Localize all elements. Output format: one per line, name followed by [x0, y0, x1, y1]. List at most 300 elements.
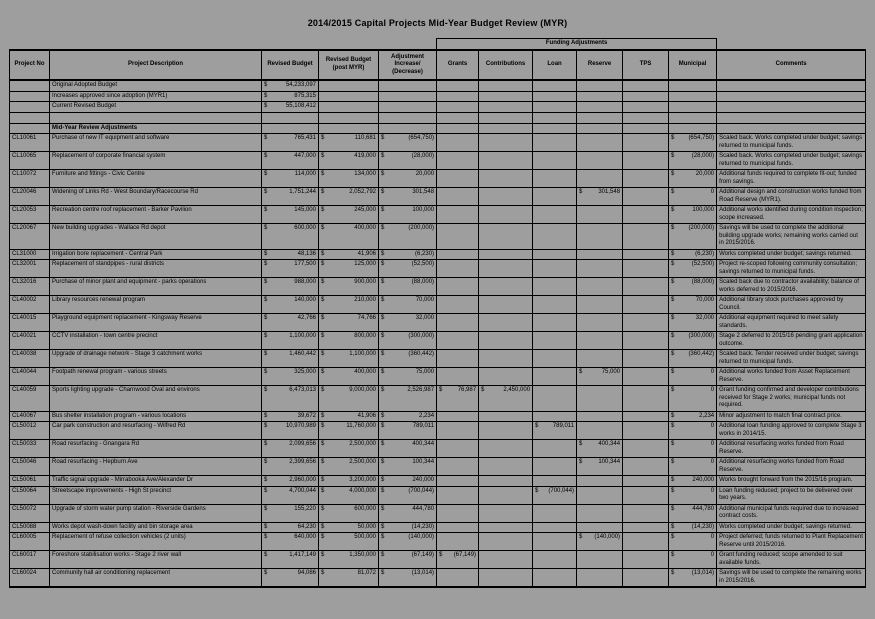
- project-description-cell: Purchase of new IT equipment and software: [50, 134, 262, 152]
- summary-label-cell: Increases approved since adoption (MYR1): [50, 91, 262, 102]
- project-no-cell: CL50012: [10, 422, 50, 440]
- project-row: [10, 152, 866, 170]
- project-no-cell: CL40002: [10, 296, 50, 314]
- revised-budget-cell: $ 1,417,149: [262, 551, 319, 569]
- page-title: 2014/2015 Capital Projects Mid-Year Budget Review (MYR): [307, 18, 568, 28]
- revised-post-myr-cell: $ 110,681: [319, 134, 379, 152]
- contributions-cell: [479, 350, 533, 368]
- project-no-cell: CL10061: [10, 134, 50, 152]
- grants-cell: [437, 296, 479, 314]
- comment-cell: Additional design and construction works funded from Road Reserve (MYR1).: [717, 188, 866, 206]
- reserve-cell: $ 100,344: [577, 458, 623, 476]
- col-header-reserve: Reserve: [577, 50, 623, 81]
- contributions-cell: [479, 170, 533, 188]
- revised-post-myr-cell: $ 1,350,000: [319, 551, 379, 569]
- summary-project-no-cell: [10, 123, 50, 134]
- tps-cell: [623, 504, 669, 522]
- comment-cell: Additional library stock purchases approved by Council.: [717, 296, 866, 314]
- adjustment-cell: $ 75,000: [379, 368, 437, 386]
- comment-cell: Savings will be used to complete the remaining works in 2015/2016.: [717, 569, 866, 588]
- revised-budget-cell: $ 145,000: [262, 206, 319, 224]
- comment-cell: Additional municipal funds required due to increased contract costs.: [717, 504, 866, 522]
- project-row: [10, 224, 866, 250]
- adjustment-cell: $ 789,011: [379, 422, 437, 440]
- header-spacer-left: [10, 39, 437, 50]
- budget-table: [9, 38, 866, 588]
- project-description-cell: Traffic signal upgrade - Mirrabooka Ave/Alexander Dr: [50, 476, 262, 487]
- adjustment-cell: $ 444,780: [379, 504, 437, 522]
- col-header-revised-budget: Revised Budget: [262, 50, 319, 81]
- project-no-cell: CL31000: [10, 249, 50, 260]
- project-description-cell: Furniture and fittings - Civic Centre: [50, 170, 262, 188]
- municipal-cell: $ 0: [669, 440, 717, 458]
- project-description-cell: Widening of Links Rd - West Boundary/Racecourse Rd: [50, 188, 262, 206]
- reserve-cell: [577, 170, 623, 188]
- reserve-cell: [577, 332, 623, 350]
- tps-cell: [623, 551, 669, 569]
- adjustment-cell: $ (14,230): [379, 522, 437, 533]
- revised-budget-cell: $ 2,399,656: [262, 458, 319, 476]
- grants-cell: [437, 249, 479, 260]
- project-row: [10, 350, 866, 368]
- revised-post-myr-cell: $ 41,906: [319, 249, 379, 260]
- contributions-cell: [479, 188, 533, 206]
- tps-cell: [623, 411, 669, 422]
- loan-cell: [533, 368, 577, 386]
- project-description-cell: Foreshore stabilisation works - Stage 2 river wall: [50, 551, 262, 569]
- loan-cell: [533, 170, 577, 188]
- project-description-cell: CCTV installation - town centre precinct: [50, 332, 262, 350]
- reserve-cell: [577, 249, 623, 260]
- tps-cell: [623, 260, 669, 278]
- project-description-cell: Streetscape improvements - High St precinct: [50, 486, 262, 504]
- reserve-cell: [577, 504, 623, 522]
- comment-cell: Project deferred; funds returned to Plant Replacement Reserve until 2015/2016.: [717, 533, 866, 551]
- comment-cell: Works completed under budget; savings returned.: [717, 249, 866, 260]
- project-description-cell: New building upgrades - Wallace Rd depot: [50, 224, 262, 250]
- adjustment-cell: $ (52,500): [379, 260, 437, 278]
- revised-post-myr-cell: $ 2,500,000: [319, 440, 379, 458]
- loan-cell: [533, 249, 577, 260]
- revised-post-myr-cell: $ 1,100,000: [319, 350, 379, 368]
- revised-post-myr-cell: $ 9,000,000: [319, 386, 379, 412]
- revised-post-myr-cell: $ 400,000: [319, 224, 379, 250]
- project-row: [10, 569, 866, 588]
- project-description-cell: Replacement of corporate financial system: [50, 152, 262, 170]
- project-row: [10, 551, 866, 569]
- spacer-row: [10, 112, 866, 123]
- contributions-cell: [479, 486, 533, 504]
- project-row: [10, 278, 866, 296]
- tps-cell: [623, 476, 669, 487]
- grants-cell: [437, 368, 479, 386]
- adjustment-cell: $ (13,014): [379, 569, 437, 588]
- revised-budget-cell: $ 48,136: [262, 249, 319, 260]
- contributions-cell: [479, 533, 533, 551]
- municipal-cell: $ 0: [669, 368, 717, 386]
- reserve-cell: $ (140,000): [577, 533, 623, 551]
- summary-row: [10, 80, 866, 91]
- revised-post-myr-cell: $ 400,000: [319, 368, 379, 386]
- project-row: [10, 522, 866, 533]
- loan-cell: [533, 224, 577, 250]
- municipal-cell: $ (654,750): [669, 134, 717, 152]
- contributions-cell: [479, 260, 533, 278]
- summary-row: [10, 102, 866, 113]
- reserve-cell: [577, 224, 623, 250]
- contributions-cell: [479, 458, 533, 476]
- tps-cell: [623, 314, 669, 332]
- tps-cell: [623, 486, 669, 504]
- reserve-cell: [577, 551, 623, 569]
- loan-cell: [533, 569, 577, 588]
- summary-revised-budget-cell: $ 55,108,412: [262, 102, 319, 113]
- tps-cell: [623, 458, 669, 476]
- tps-cell: [623, 386, 669, 412]
- project-no-cell: CL32001: [10, 260, 50, 278]
- project-no-cell: CL60024: [10, 569, 50, 588]
- contributions-cell: [479, 206, 533, 224]
- comment-cell: Stage 2 deferred to 2015/16 pending grant application outcome.: [717, 332, 866, 350]
- loan-cell: [533, 551, 577, 569]
- reserve-cell: [577, 278, 623, 296]
- revised-post-myr-cell: $ 41,906: [319, 411, 379, 422]
- revised-post-myr-cell: $ 2,052,792: [319, 188, 379, 206]
- adjustment-cell: $ 100,344: [379, 458, 437, 476]
- revised-budget-cell: $ 1,751,244: [262, 188, 319, 206]
- reserve-cell: [577, 296, 623, 314]
- funding-adjustments-group-header: Funding Adjustments: [437, 39, 717, 50]
- adjustment-cell: $ 301,548: [379, 188, 437, 206]
- comment-cell: Grant funding confirmed and developer contributions received for Stage 2 works; municipal funds not required.: [717, 386, 866, 412]
- project-description-cell: Community hall air conditioning replacement: [50, 569, 262, 588]
- adjustment-cell: $ (200,000): [379, 224, 437, 250]
- revised-budget-cell: $ 6,473,013: [262, 386, 319, 412]
- tps-cell: [623, 422, 669, 440]
- adjustment-cell: $ (654,750): [379, 134, 437, 152]
- summary-project-no-cell: [10, 112, 50, 123]
- summary-label-cell: [50, 112, 262, 123]
- municipal-cell: $ (6,230): [669, 249, 717, 260]
- revised-budget-cell: $ 2,960,000: [262, 476, 319, 487]
- revised-post-myr-cell: $ 134,000: [319, 170, 379, 188]
- municipal-cell: $ 0: [669, 386, 717, 412]
- grants-cell: [437, 458, 479, 476]
- tps-cell: [623, 152, 669, 170]
- municipal-cell: $ (300,000): [669, 332, 717, 350]
- revised-post-myr-cell: $ 245,000: [319, 206, 379, 224]
- adjustment-cell: $ 2,234: [379, 411, 437, 422]
- grants-cell: [437, 569, 479, 588]
- revised-budget-cell: $ 10,970,989: [262, 422, 319, 440]
- section-header-row: [10, 123, 866, 134]
- loan-cell: [533, 504, 577, 522]
- tps-cell: [623, 170, 669, 188]
- project-no-cell: CL50072: [10, 504, 50, 522]
- col-header-loan: Loan: [533, 50, 577, 81]
- table-body: [10, 80, 866, 587]
- adjustment-cell: $ 32,000: [379, 314, 437, 332]
- reserve-cell: [577, 152, 623, 170]
- municipal-cell: $ 444,780: [669, 504, 717, 522]
- project-row: [10, 533, 866, 551]
- tps-cell: [623, 188, 669, 206]
- contributions-cell: [479, 368, 533, 386]
- contributions-cell: [479, 249, 533, 260]
- contributions-cell: [479, 152, 533, 170]
- revised-post-myr-cell: $ 900,000: [319, 278, 379, 296]
- tps-cell: [623, 440, 669, 458]
- municipal-cell: $ (200,000): [669, 224, 717, 250]
- revised-post-myr-cell: $ 81,072: [319, 569, 379, 588]
- revised-post-myr-cell: $ 4,000,000: [319, 486, 379, 504]
- reserve-cell: [577, 411, 623, 422]
- revised-post-myr-cell: $ 11,760,000: [319, 422, 379, 440]
- project-description-cell: Replacement of standpipes - rural districts: [50, 260, 262, 278]
- comment-cell: Scaled back. Works completed under budget; savings returned to municipal funds.: [717, 152, 866, 170]
- col-header-description: Project Description: [50, 50, 262, 81]
- revised-budget-cell: $ 155,220: [262, 504, 319, 522]
- project-row: [10, 486, 866, 504]
- loan-cell: [533, 134, 577, 152]
- grants-cell: [437, 260, 479, 278]
- adjustment-cell: $ 240,000: [379, 476, 437, 487]
- revised-post-myr-cell: $ 500,000: [319, 533, 379, 551]
- project-no-cell: CL40044: [10, 368, 50, 386]
- summary-revised-budget-cell: [262, 112, 319, 123]
- project-description-cell: Replacement of refuse collection vehicles (2 units): [50, 533, 262, 551]
- project-no-cell: CL50088: [10, 522, 50, 533]
- revised-budget-cell: $ 765,431: [262, 134, 319, 152]
- revised-budget-cell: $ 2,099,656: [262, 440, 319, 458]
- contributions-cell: [479, 440, 533, 458]
- tps-cell: [623, 533, 669, 551]
- contributions-cell: $ 2,450,000: [479, 386, 533, 412]
- comment-cell: Works brought forward from the 2015/16 program.: [717, 476, 866, 487]
- revised-post-myr-cell: $ 419,000: [319, 152, 379, 170]
- project-row: [10, 332, 866, 350]
- header-spacer-right: [717, 39, 866, 50]
- project-description-cell: Purchase of minor plant and equipment - parks operations: [50, 278, 262, 296]
- adjustment-cell: $ 70,000: [379, 296, 437, 314]
- grants-cell: [437, 332, 479, 350]
- project-no-cell: CL20046: [10, 188, 50, 206]
- adjustment-cell: $ (360,442): [379, 350, 437, 368]
- project-no-cell: CL50064: [10, 486, 50, 504]
- reserve-cell: [577, 569, 623, 588]
- revised-budget-cell: $ 4,700,044: [262, 486, 319, 504]
- contributions-cell: [479, 224, 533, 250]
- municipal-cell: $ (14,230): [669, 522, 717, 533]
- grants-cell: [437, 188, 479, 206]
- project-row: [10, 386, 866, 412]
- revised-post-myr-cell: $ 50,000: [319, 522, 379, 533]
- project-no-cell: CL50061: [10, 476, 50, 487]
- project-description-cell: Bus shelter installation program - various locations: [50, 411, 262, 422]
- loan-cell: [533, 296, 577, 314]
- contributions-cell: [479, 551, 533, 569]
- adjustment-cell: $ 20,000: [379, 170, 437, 188]
- project-description-cell: Road resurfacing - Hepburn Ave: [50, 458, 262, 476]
- municipal-cell: $ (13,014): [669, 569, 717, 588]
- project-description-cell: Road resurfacing - Gnangara Rd: [50, 440, 262, 458]
- column-header-row: [10, 50, 866, 81]
- project-description-cell: Upgrade of drainage network - Stage 3 catchment works: [50, 350, 262, 368]
- municipal-cell: $ (360,442): [669, 350, 717, 368]
- project-row: [10, 368, 866, 386]
- tps-cell: [623, 522, 669, 533]
- comment-cell: Additional loan funding approved to complete Stage 3 works in 2014/15.: [717, 422, 866, 440]
- col-header-revised-post-myr: Revised Budget (post MYR): [319, 50, 379, 81]
- tps-cell: [623, 350, 669, 368]
- loan-cell: [533, 260, 577, 278]
- adjustment-cell: $ (28,000): [379, 152, 437, 170]
- reserve-cell: [577, 386, 623, 412]
- adjustment-cell: $ (140,000): [379, 533, 437, 551]
- comment-cell: Project re-scoped following community consultation; savings returned to municipal funds.: [717, 260, 866, 278]
- municipal-cell: $ 0: [669, 458, 717, 476]
- municipal-cell: $ 0: [669, 551, 717, 569]
- summary-revised-budget-cell: $ 54,233,097: [262, 80, 319, 91]
- comment-cell: Scaled back. Tender received under budget; savings returned to municipal funds.: [717, 350, 866, 368]
- tps-cell: [623, 296, 669, 314]
- col-header-adjustment: Adjustment Increase/ (Decrease): [379, 50, 437, 81]
- project-description-cell: Upgrade of storm water pump station - Riverside Gardens: [50, 504, 262, 522]
- revised-post-myr-cell: $ 800,000: [319, 332, 379, 350]
- reserve-cell: [577, 134, 623, 152]
- project-no-cell: CL60017: [10, 551, 50, 569]
- loan-cell: [533, 533, 577, 551]
- contributions-cell: [479, 332, 533, 350]
- municipal-cell: $ (88,000): [669, 278, 717, 296]
- adjustment-cell: $ 400,344: [379, 440, 437, 458]
- col-header-grants: Grants: [437, 50, 479, 81]
- municipal-cell: $ (52,500): [669, 260, 717, 278]
- tps-cell: [623, 134, 669, 152]
- project-description-cell: Sports lighting upgrade - Charnwood Oval and environs: [50, 386, 262, 412]
- municipal-cell: $ 0: [669, 486, 717, 504]
- project-description-cell: Playground equipment replacement - Kingsway Reserve: [50, 314, 262, 332]
- revised-budget-cell: $ 325,000: [262, 368, 319, 386]
- tps-cell: [623, 249, 669, 260]
- municipal-cell: $ 100,000: [669, 206, 717, 224]
- municipal-cell: $ 32,000: [669, 314, 717, 332]
- municipal-cell: $ (28,000): [669, 152, 717, 170]
- project-no-cell: CL60005: [10, 533, 50, 551]
- project-description-cell: Car park construction and resurfacing - Wilfred Rd: [50, 422, 262, 440]
- project-no-cell: CL32016: [10, 278, 50, 296]
- project-description-cell: Irrigation bore replacement - Central Park: [50, 249, 262, 260]
- municipal-cell: $ 2,234: [669, 411, 717, 422]
- contributions-cell: [479, 522, 533, 533]
- tps-cell: [623, 332, 669, 350]
- revised-budget-cell: $ 39,672: [262, 411, 319, 422]
- project-no-cell: CL50046: [10, 458, 50, 476]
- project-no-cell: CL40038: [10, 350, 50, 368]
- project-no-cell: CL40067: [10, 411, 50, 422]
- grants-cell: [437, 522, 479, 533]
- loan-cell: [533, 386, 577, 412]
- reserve-cell: $ 301,548: [577, 188, 623, 206]
- reserve-cell: $ 75,000: [577, 368, 623, 386]
- summary-label-cell: Current Revised Budget: [50, 102, 262, 113]
- comment-cell: Additional equipment required to meet safety standards.: [717, 314, 866, 332]
- contributions-cell: [479, 314, 533, 332]
- project-no-cell: CL10072: [10, 170, 50, 188]
- revised-post-myr-cell: $ 600,000: [319, 504, 379, 522]
- adjustment-cell: $ 100,000: [379, 206, 437, 224]
- contributions-cell: [479, 296, 533, 314]
- reserve-cell: [577, 314, 623, 332]
- revised-budget-cell: $ 1,100,000: [262, 332, 319, 350]
- project-row: [10, 458, 866, 476]
- loan-cell: [533, 440, 577, 458]
- project-no-cell: CL20067: [10, 224, 50, 250]
- reserve-cell: [577, 422, 623, 440]
- project-row: [10, 504, 866, 522]
- project-no-cell: CL40021: [10, 332, 50, 350]
- loan-cell: [533, 278, 577, 296]
- grants-cell: [437, 170, 479, 188]
- contributions-cell: [479, 476, 533, 487]
- reserve-cell: [577, 486, 623, 504]
- project-row: [10, 422, 866, 440]
- summary-project-no-cell: [10, 80, 50, 91]
- grants-cell: $ 76,987: [437, 386, 479, 412]
- revised-post-myr-cell: $ 74,766: [319, 314, 379, 332]
- tps-cell: [623, 368, 669, 386]
- tps-cell: [623, 224, 669, 250]
- loan-cell: $ (700,044): [533, 486, 577, 504]
- summary-revised-budget-cell: $ 875,315: [262, 91, 319, 102]
- loan-cell: [533, 314, 577, 332]
- project-no-cell: CL10065: [10, 152, 50, 170]
- grants-cell: [437, 134, 479, 152]
- col-header-municipal: Municipal: [669, 50, 717, 81]
- project-row: [10, 188, 866, 206]
- comment-cell: Savings will be used to complete the additional building upgrade works; remaining works carried out in 2015/2016.: [717, 224, 866, 250]
- summary-row: [10, 91, 866, 102]
- revised-budget-cell: $ 94,086: [262, 569, 319, 588]
- revised-post-myr-cell: $ 2,500,000: [319, 458, 379, 476]
- revised-post-myr-cell: $ 3,200,000: [319, 476, 379, 487]
- project-row: [10, 206, 866, 224]
- comment-cell: Minor adjustment to match final contract price.: [717, 411, 866, 422]
- adjustment-cell: $ 2,526,987: [379, 386, 437, 412]
- grants-cell: [437, 476, 479, 487]
- reserve-cell: $ 400,344: [577, 440, 623, 458]
- grants-cell: [437, 486, 479, 504]
- project-row: [10, 314, 866, 332]
- project-row: [10, 249, 866, 260]
- project-no-cell: CL40059: [10, 386, 50, 412]
- municipal-cell: $ 0: [669, 533, 717, 551]
- project-row: [10, 476, 866, 487]
- project-no-cell: CL50033: [10, 440, 50, 458]
- adjustment-cell: $ (88,000): [379, 278, 437, 296]
- loan-cell: [533, 152, 577, 170]
- project-description-cell: Works depot wash-down facility and bin storage area: [50, 522, 262, 533]
- municipal-cell: $ 0: [669, 188, 717, 206]
- funding-group-row: [10, 39, 866, 50]
- loan-cell: [533, 206, 577, 224]
- loan-cell: [533, 188, 577, 206]
- summary-label-cell: Mid-Year Review Adjustments: [50, 123, 262, 134]
- municipal-cell: $ 240,000: [669, 476, 717, 487]
- loan-cell: [533, 332, 577, 350]
- col-header-comments: Comments: [717, 50, 866, 81]
- adjustment-cell: $ (300,000): [379, 332, 437, 350]
